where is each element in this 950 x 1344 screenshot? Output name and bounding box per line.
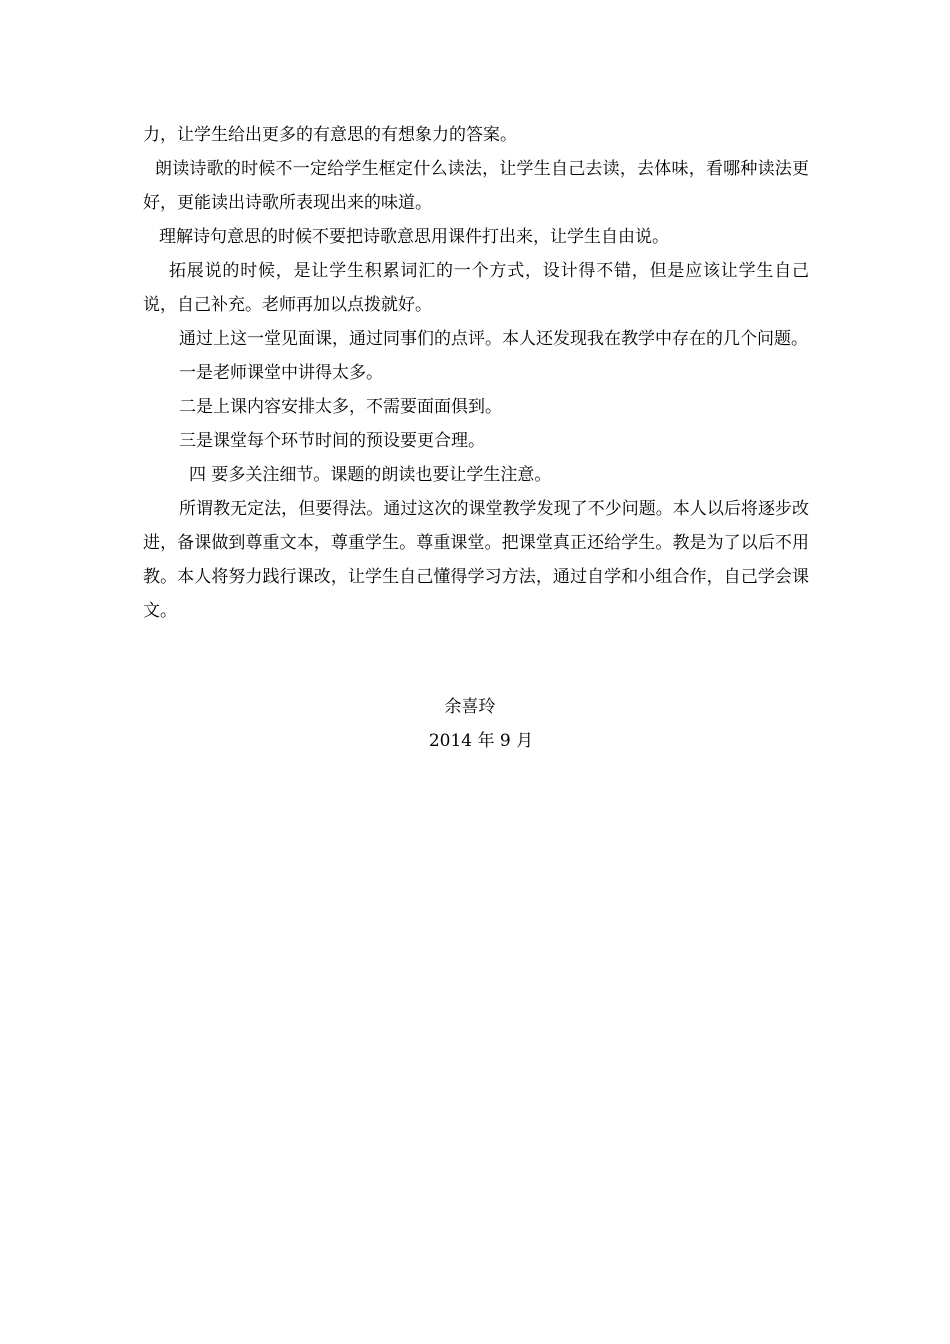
paragraph-understanding-lines: 理解诗句意思的时候不要把诗歌意思用课件打出来，让学生自由说。	[159, 227, 669, 247]
paragraph-problem-four: 四 要多关注细节。课题的朗读也要让学生注意。	[189, 465, 552, 485]
paragraph-problem-one: 一是老师课堂中讲得太多。	[179, 363, 383, 383]
paragraph-answers: 力，让学生给出更多的有意思的有想象力的答案。	[143, 125, 517, 145]
document-date: 2014 年 9 月	[428, 731, 534, 751]
author-name: 余喜玲	[444, 697, 496, 717]
paragraph-reflection-intro: 通过上这一堂见面课，通过同事们的点评。本人还发现我在教学中存在的几个问题。	[179, 329, 808, 349]
document-body	[143, 118, 809, 628]
paragraph-reading-poetry: 朗读诗歌的时候不一定给学生框定什么读法，让学生自己去读，去体味，看哪种读法更好，更能读出诗歌所表现出来的味道。	[143, 159, 809, 213]
paragraph-problem-two: 二是上课内容安排太多，不需要面面俱到。	[179, 397, 502, 417]
signature-block	[0, 690, 950, 758]
paragraph-conclusion: 所谓教无定法，但要得法。通过这次的课堂教学发现了不少问题。本人以后将逐步改进，备课做到尊重文本，尊重学生。尊重课堂。把课堂真正还给学生。教是为了以后不用教。本人将努力践行课改，让学生自己懂得学习方法，通过自学和小组合作，自己学会课文。	[143, 499, 809, 621]
paragraph-problem-three: 三是课堂每个环节时间的预设要更合理。	[179, 431, 485, 451]
paragraph-extension: 拓展说的时候，是让学生积累词汇的一个方式，设计得不错，但是应该让学生自己说，自己补充。老师再加以点拨就好。	[143, 261, 809, 315]
